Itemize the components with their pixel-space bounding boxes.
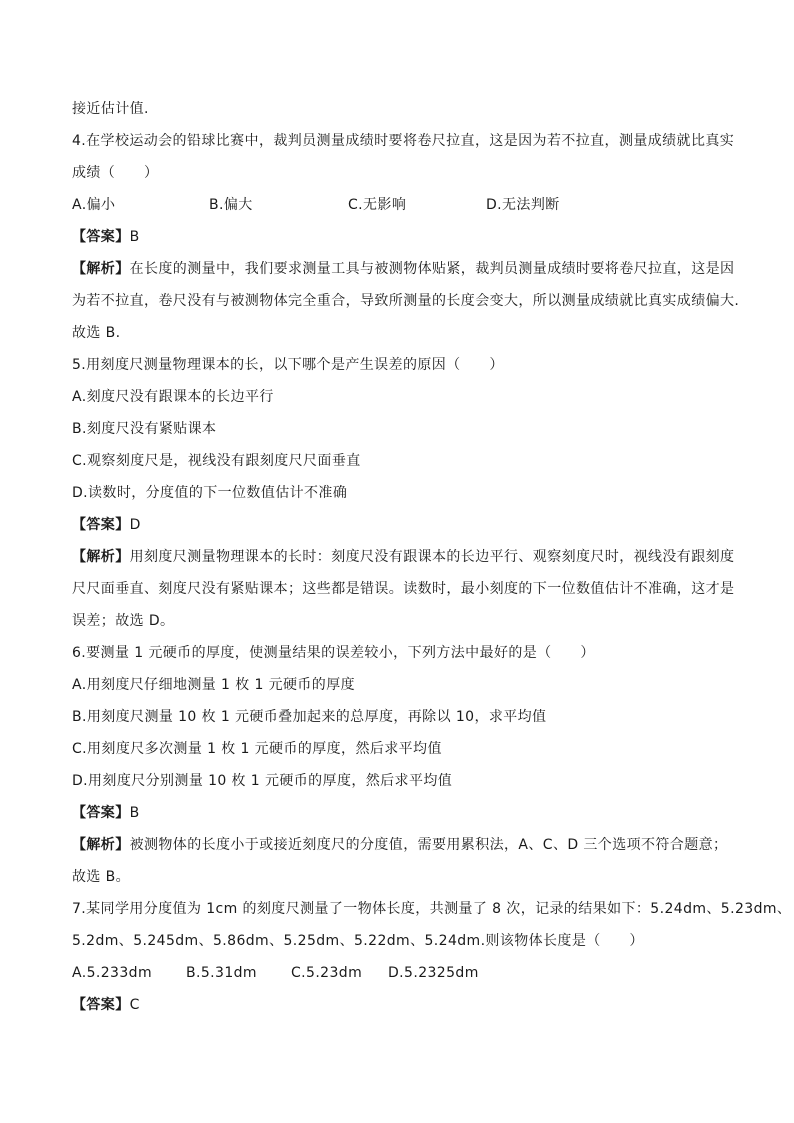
option-c: C.5.23dm xyxy=(291,965,363,981)
answer-value: D xyxy=(129,517,141,533)
question-4-stem: 4.在学校运动会的铅球比赛中，裁判员测量成绩时要将卷尺拉直，这是因为若不拉直，测量成绩就比真实 xyxy=(72,133,735,149)
question-4-explanation-cont: 故选 B. xyxy=(72,325,121,341)
question-4-explanation-cont: 为若不拉直，卷尺没有与被测物体完全重合，导致所测量的长度会变大，所以测量成绩就比真实成绩偏大. xyxy=(72,293,740,309)
question-5-stem: 5.用刻度尺测量物理课本的长，以下哪个是产生误差的原因（ ） xyxy=(72,357,504,373)
question-7-stem-cont: 5.2dm、5.245dm、5.86dm、5.25dm、5.22dm、5.24dm.则该物体长度是（ ） xyxy=(72,933,644,949)
question-5-option-c: C.观察刻度尺是，视线没有跟刻度尺尺面垂直 xyxy=(72,453,361,469)
question-5-explanation-cont: 误差；故选 D。 xyxy=(72,613,175,629)
option-a: A.偏小 xyxy=(72,197,116,213)
question-5-option-a: A.刻度尺没有跟课本的长边平行 xyxy=(72,389,274,405)
answer-value: C xyxy=(129,997,140,1013)
question-6-explanation xyxy=(72,835,728,855)
option-d: D.5.2325dm xyxy=(388,965,479,981)
option-c: C.无影响 xyxy=(348,197,407,213)
question-6-option-c: C.用刻度尺多次测量 1 枚 1 元硬币的厚度，然后求平均值 xyxy=(72,741,442,757)
explanation-tag: 【解析】 xyxy=(72,549,130,565)
question-6-option-a: A.用刻度尺仔细地测量 1 枚 1 元硬币的厚度 xyxy=(72,677,355,693)
answer-tag: 【答案】 xyxy=(72,517,130,533)
explanation-tag: 【解析】 xyxy=(72,837,130,853)
question-5-explanation xyxy=(72,547,735,567)
question-7-answer xyxy=(72,995,722,1015)
answer-tag: 【答案】 xyxy=(72,229,130,245)
question-5-option-b: B.刻度尺没有紧贴课本 xyxy=(72,421,217,437)
question-5-explanation-cont: 尺尺面垂直、刻度尺没有紧贴课本；这些都是错误。读数时，最小刻度的下一位数值估计不准确，这才是 xyxy=(72,581,735,597)
question-4-options xyxy=(72,195,722,215)
question-4-stem-cont: 成绩（ ） xyxy=(72,165,159,181)
question-5-option-d: D.读数时，分度值的下一位数值估计不准确 xyxy=(72,485,348,501)
explanation-text: 在长度的测量中，我们要求测量工具与被测物体贴紧，裁判员测量成绩时要将卷尺拉直，这是因 xyxy=(129,261,735,277)
answer-value: B xyxy=(129,805,140,821)
question-4-answer xyxy=(72,227,722,247)
explanation-tag: 【解析】 xyxy=(72,261,130,277)
answer-tag: 【答案】 xyxy=(72,805,130,821)
question-6-stem: 6.要测量 1 元硬币的厚度，使测量结果的误差较小，下列方法中最好的是（ ） xyxy=(72,645,595,661)
question-7-options xyxy=(72,963,722,983)
option-a: A.5.233dm xyxy=(72,965,152,981)
question-4-explanation xyxy=(72,259,735,279)
question-7-stem: 7.某同学用分度值为 1cm 的刻度尺测量了一物体长度，共测量了 8 次，记录的结果如下：5.24dm、5.23dm、 xyxy=(72,901,792,917)
answer-tag: 【答案】 xyxy=(72,997,130,1013)
question-6-option-b: B.用刻度尺测量 10 枚 1 元硬币叠加起来的总厚度，再除以 10，求平均值 xyxy=(72,709,547,725)
option-b: B.偏大 xyxy=(209,197,253,213)
document-page xyxy=(72,99,792,1027)
explanation-text: 被测物体的长度小于或接近刻度尺的分度值，需要用累积法，A、C、D 三个选项不符合题意； xyxy=(129,837,728,853)
question-6-option-d: D.用刻度尺分别测量 10 枚 1 元硬币的厚度，然后求平均值 xyxy=(72,773,453,789)
answer-value: B xyxy=(129,229,140,245)
option-d: D.无法判断 xyxy=(486,197,560,213)
question-5-answer xyxy=(72,515,722,535)
question-6-explanation-cont: 故选 B。 xyxy=(72,869,131,885)
option-b: B.5.31dm xyxy=(186,965,257,981)
question-6-answer xyxy=(72,803,722,823)
explanation-text: 用刻度尺测量物理课本的长时：刻度尺没有跟课本的长边平行、观察刻度尺时，视线没有跟刻度 xyxy=(129,549,735,565)
text-line: 接近估计值. xyxy=(72,101,149,117)
